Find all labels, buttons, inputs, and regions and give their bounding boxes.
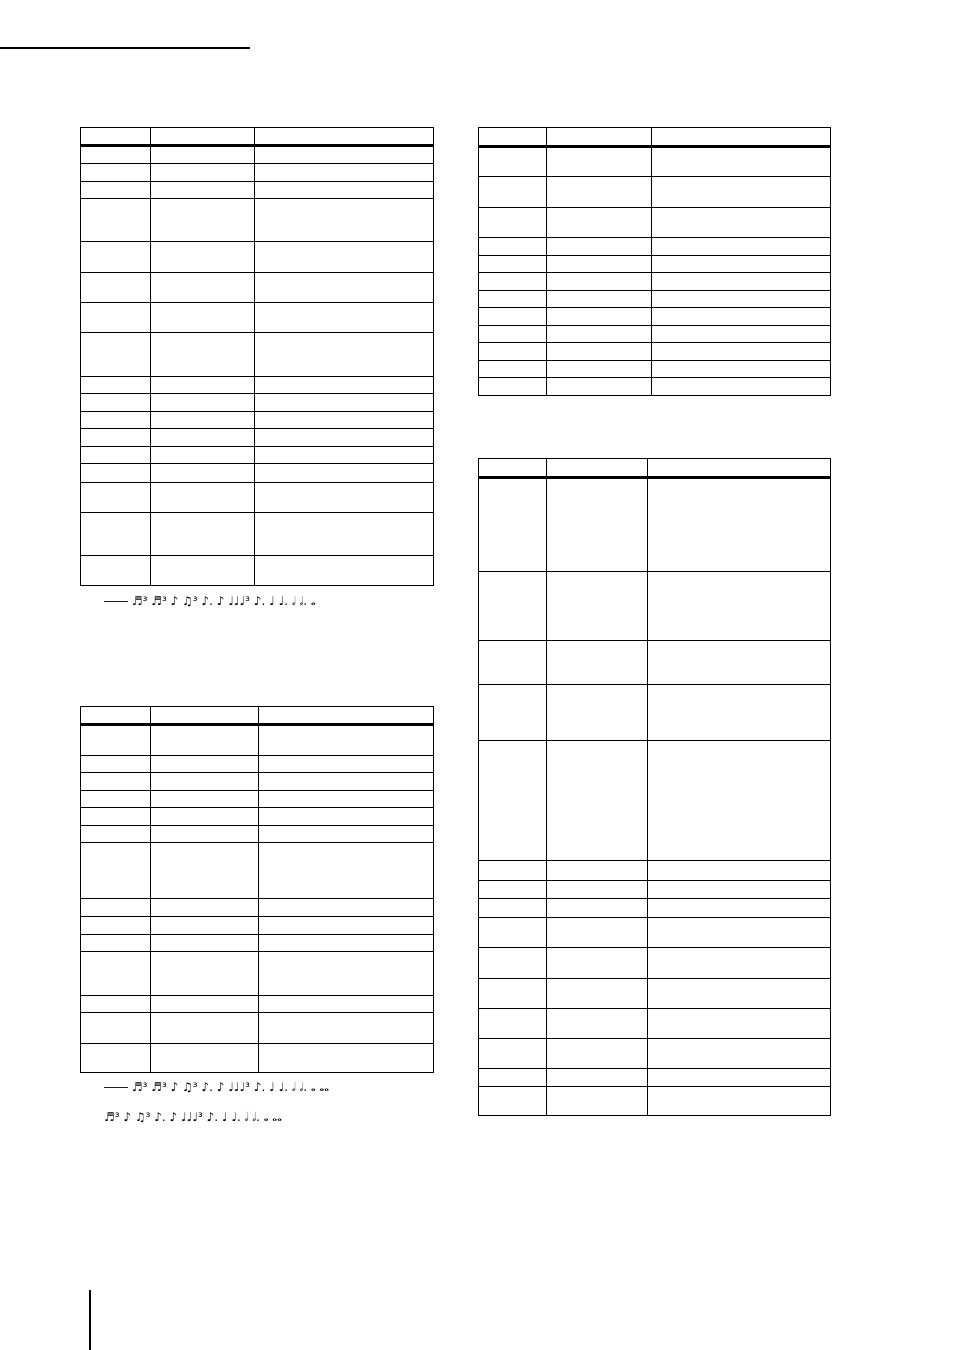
table-row <box>479 1009 830 1039</box>
table-row <box>479 291 830 308</box>
table-row <box>479 979 830 1009</box>
table-row <box>81 182 433 199</box>
table-row <box>81 429 433 447</box>
table-row <box>479 641 830 685</box>
table-row <box>81 756 433 773</box>
parameter-table-1 <box>80 127 434 586</box>
header-rule <box>0 47 250 49</box>
table-row <box>81 1044 433 1073</box>
table-row <box>479 326 830 343</box>
table-row <box>479 572 830 641</box>
table-row <box>81 513 433 556</box>
table-row <box>81 808 433 826</box>
table-row <box>479 378 830 396</box>
table-header-row <box>479 459 830 479</box>
table-row <box>479 308 830 326</box>
table-row <box>81 303 433 333</box>
table-row <box>81 899 433 917</box>
table-header-row <box>479 128 830 148</box>
table-row <box>479 479 830 572</box>
table-row <box>81 1013 433 1044</box>
table-row <box>479 861 830 881</box>
parameter-table-4 <box>478 458 831 1116</box>
table-row <box>81 917 433 935</box>
table-row <box>81 377 433 394</box>
table-row <box>81 556 433 586</box>
parameter-table-2 <box>80 706 434 1073</box>
table-row <box>479 343 830 361</box>
table-row <box>81 242 433 273</box>
table-row <box>479 948 830 979</box>
table-row <box>81 333 433 377</box>
table-row <box>479 256 830 273</box>
table-row <box>479 208 830 238</box>
table-row <box>479 685 830 741</box>
table-row <box>81 199 433 242</box>
table-row <box>479 273 830 291</box>
page-margin-rule <box>89 1290 91 1350</box>
table-header-row <box>81 707 433 726</box>
table-row <box>81 791 433 808</box>
table-row <box>81 826 433 843</box>
table-row <box>479 899 830 918</box>
table-row <box>479 148 830 177</box>
table-row <box>81 996 433 1013</box>
table-row <box>81 273 433 303</box>
table-row <box>479 177 830 208</box>
table-row <box>81 952 433 996</box>
table-row <box>479 741 830 861</box>
table-row <box>81 935 433 952</box>
note-values-strip: ―― ♬³ ♬³ ♪ ♫³ ♪. ♪ ♩♩♩³ ♪. ♩ ♩. 𝅗𝅥 𝅗𝅥. 𝅝 𝅝𝅝 <box>104 1080 330 1094</box>
table-row <box>81 447 433 464</box>
table-row <box>81 773 433 791</box>
table-row <box>479 1087 830 1116</box>
table-row <box>479 238 830 256</box>
table-row <box>479 1069 830 1087</box>
table-row <box>81 164 433 182</box>
table-row <box>81 394 433 412</box>
note-values-strip: ―― ♬³ ♬³ ♪ ♫³ ♪. ♪ ♩♩♩³ ♪. ♩ ♩. 𝅗𝅥 𝅗𝅥. 𝅝 <box>104 594 316 608</box>
table-row <box>479 1039 830 1069</box>
table-row <box>81 483 433 513</box>
table-row <box>81 726 433 756</box>
note-values-strip: ♬³ ♪ ♫³ ♪. ♪ ♩♩♩³ ♪. ♩ ♩. 𝅗𝅥 𝅗𝅥. 𝅝 𝅝𝅝 <box>104 1110 282 1124</box>
table-header-row <box>81 128 433 147</box>
table-row <box>479 881 830 899</box>
table-row <box>81 147 433 164</box>
table-row <box>81 464 433 483</box>
table-row <box>479 361 830 378</box>
table-row <box>81 412 433 429</box>
parameter-table-3 <box>478 127 831 396</box>
table-row <box>479 918 830 948</box>
table-row <box>81 843 433 899</box>
